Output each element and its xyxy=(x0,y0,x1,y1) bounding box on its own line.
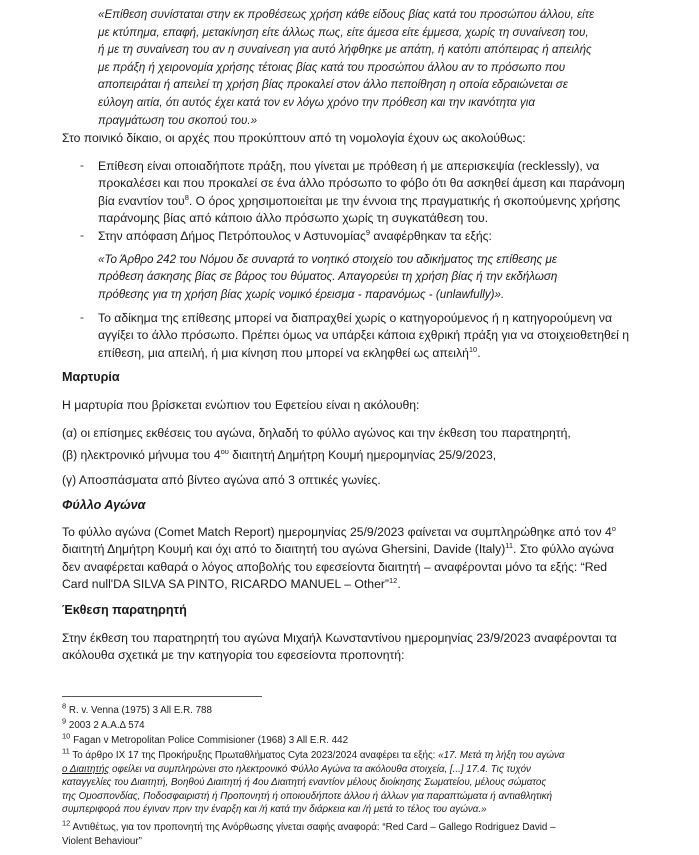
testimony-item-b: (β) ηλεκτρονικό μήνυμα του $4^{o\upsilon}$ διαιτητή Δημήτρη Κουμή ημερομηνίας 25/9/2023, xyxy=(62,446,497,462)
footnote-ref[interactable]: 12 xyxy=(388,576,398,586)
quote-line: πρόθεση άσκησης βίας σε βάρος του θύματος. Απαγορεύει τη χρήση βίας ή την εκδήλωση xyxy=(98,270,558,284)
footnote-divider xyxy=(62,696,262,697)
bullet-line: αγγίξει το άλλο πρόσωπο. Πρέπει όμως να υπάρξει κάποια εχθρική πράξη για να στοιχειοθετηθεί η xyxy=(98,328,630,343)
bullet-item-1 xyxy=(98,158,638,228)
footnote-ref[interactable]: 10 xyxy=(468,344,478,354)
footnote-ref[interactable]: 11 xyxy=(505,541,514,551)
bullet-line: επίθεση, μια απειλή, ή μια κίνηση που μπορεί να εκληφθεί ως απειλή$^{10}$. xyxy=(98,344,481,360)
bullet-line: παράνομης βίας από κάποιο άλλο πρόσωπο χωρίς τη συγκατάθεση του. xyxy=(98,211,489,226)
footnote-10: $^{10}$ Fagan v Metropolitan Police Commisioner (1968) 3 All E.R. 442 xyxy=(62,731,349,746)
footnote-ref[interactable]: 9 xyxy=(365,227,371,237)
bullet-dash: - xyxy=(80,158,84,172)
section-heading-testimony: Μαρτυρία xyxy=(62,370,120,384)
intro-paragraph: Στο ποινικό δίκαιο, οι αρχές που προκύπτουν από τη νομολογία έχουν ως ακολούθως: xyxy=(62,131,526,145)
match-sheet-paragraph: Το φύλλο αγώνα (Comet Match Report) ημερομηνίας 25/9/2023 φαίνεται να συμπληρώθηκε από τον $4^o$ διαιτητή Δημήτρη Κουμή και όχι από το διαιτητή του αγώνα Ghersini, Davide (Italy)$^{11}$. Στο φύλλο αγώνα δεν αναφέρεται καθαρά ο λόγος αποβολής του εφεσείοντα διαιτητή – αναφέρονται μόνο τα εξής: “Red Card null'DA SILVA SA PINTO, RICARDO MANUEL – Other”$^{12}$. xyxy=(62,523,616,592)
quote-line: «Το Άρθρο 242 του Νόμου δε συναρτά το νοητικό στοιχείο του αδικήματος της επίθεσης με xyxy=(98,253,557,266)
footnote-ref[interactable]: 8 xyxy=(184,192,189,202)
footnote-9: $^9$ 2003 2 Α.Α.Δ 574 xyxy=(62,716,145,731)
quote-line: ή με τη συναίνεση του αν η συναίνεση για αυτό λήφθηκε με απάτη, ή κατόπι απόπειρας ή απειλής xyxy=(98,43,592,57)
quote-line: πραγμάτωση του σκοπού του.» xyxy=(98,113,258,127)
bullet-dash: - xyxy=(80,310,84,324)
bullet-line: Το αδίκημα της επίθεσης μπορεί να διαπραχθεί χωρίς ο κατηγορούμενος ή η κατηγορούμενη να xyxy=(98,311,613,325)
bullet-line: βία εναντίον του$^8$. Ο όρος χρησιμοποιείται με την έννοια της πραγματικής ή σκοπούμενης χρήσης xyxy=(98,192,621,208)
testimony-item-c: (γ) Αποσπάσματα από βίντεο αγώνα από 3 οπτικές γωνίες. xyxy=(62,473,381,487)
bullet-item-3 xyxy=(98,310,638,362)
footnote-8: $^8$ R. v. Venna (1975) 3 All E.R. 788 xyxy=(62,701,212,716)
bullet-line: προκαλέσει και που προκαλεί σε ένα άλλο πρόσωπο το φόβο ότι θα ασκηθεί άμεση και παράνομη xyxy=(98,176,625,191)
quote-article-definition xyxy=(98,6,618,129)
quote-line: με κτύπημα, επαφή, μετακίνηση είτε άλλως πως, είτε άμεσα είτε έμμεσα, χωρίς τη συναίνεση του, xyxy=(98,25,589,39)
footnote-12: $^{12}$ Αντιθέτως, για τον προπονητή της Ανόρθωσης γίνεται σαφής αναφορά: “Red Card – Gallego Rodriguez David – Violent Behaviour” xyxy=(62,818,556,847)
quote-line: εύλογη αιτία, ότι αυτός έχει κατά τον εν λόγω χρόνο την πρόθεση και την ικανότητα για xyxy=(98,95,535,109)
testimony-intro: Η μαρτυρία που βρίσκεται ενώπιον του Εφετείου είναι η ακόλουθη: xyxy=(62,398,420,412)
section-heading-match-sheet: Φύλλο Αγώνα xyxy=(62,498,146,512)
bullet-item-2: Στην απόφαση Δήμος Πετρόπουλος ν Αστυνομίας$^9$ αναφέρθηκαν τα εξής: xyxy=(98,227,492,243)
footnote-11: $^{11}$ Το άρθρο ΙΧ 17 της Προκήρυξης Πρωταθλήματος Cyta 2023/2024 αναφέρει τα εξής: «17. Μετά τη λήξη του αγώνα ο Διαιτητής οφείλει να συμπληρώνει στο ηλεκτρονικό Φύλλο Αγώνα τα ακόλουθα στοιχεία, [...] 17.4. Τις τυχόν καταγγελίες του Διαιτητή, Βοηθού Διαιτητή ή 4ου Διαιτητή εναντίον μέλους διοίκησης Σωματείου, μέλους σώματος της Ομοσπονδίας, Ποδοσφαιριστή ή Προπονητή ή οποιουδήποτε άλλου ή άλλων για παραπτώματα ή αντιαθλητική συμπεριφορά που έγιναν πριν την έναρξη και /ή κατά την διάρκεια και /ή μετά το τέλος του αγώνα.» xyxy=(62,746,565,816)
bullet-line: Επίθεση είναι οποιαδήποτε πράξη, που γίνεται με πρόθεση ή με απερισκεψία (recklessly), να xyxy=(98,159,600,173)
quote-petropoulos xyxy=(98,251,618,303)
quote-line: αποπειράται ή απειλεί τη χρήση βίας προκαλεί στον άλλο πεποίθηση η οποία εδραιώνεται σε xyxy=(98,78,568,92)
quote-line: «Επίθεση συνίσταται στην εκ προθέσεως χρήση κάθε είδους βίας κατά του προσώπου άλλου, είτε xyxy=(98,8,595,21)
bullet-dash: - xyxy=(80,228,84,242)
observer-report-paragraph: Στην έκθεση του παρατηρητή του αγώνα Μιχαήλ Κωνσταντίνου ημερομηνίας 23/9/2023 αναφέρονται τα ακόλουθα σχετικά με την κατηγορία του εφεσείοντα προπονητή: xyxy=(62,631,617,663)
quote-line: πρόθεσης για τη χρήση βίας χωρίς νομικό έρεισμα - παρανόμως - (unlawfully)». xyxy=(98,287,505,301)
quote-line: με πράξη ή χειρονομία χρήσης τέτοιας βίας κατά του προσώπου άλλου αν το πρόσωπο που xyxy=(98,60,566,74)
testimony-item-a: (α) οι επίσημες εκθέσεις του αγώνα, δηλαδή το φύλλο αγώνος και την έκθεση του παρατηρητή, xyxy=(62,426,571,440)
section-heading-observer-report: Έκθεση παρατηρητή xyxy=(62,603,187,617)
